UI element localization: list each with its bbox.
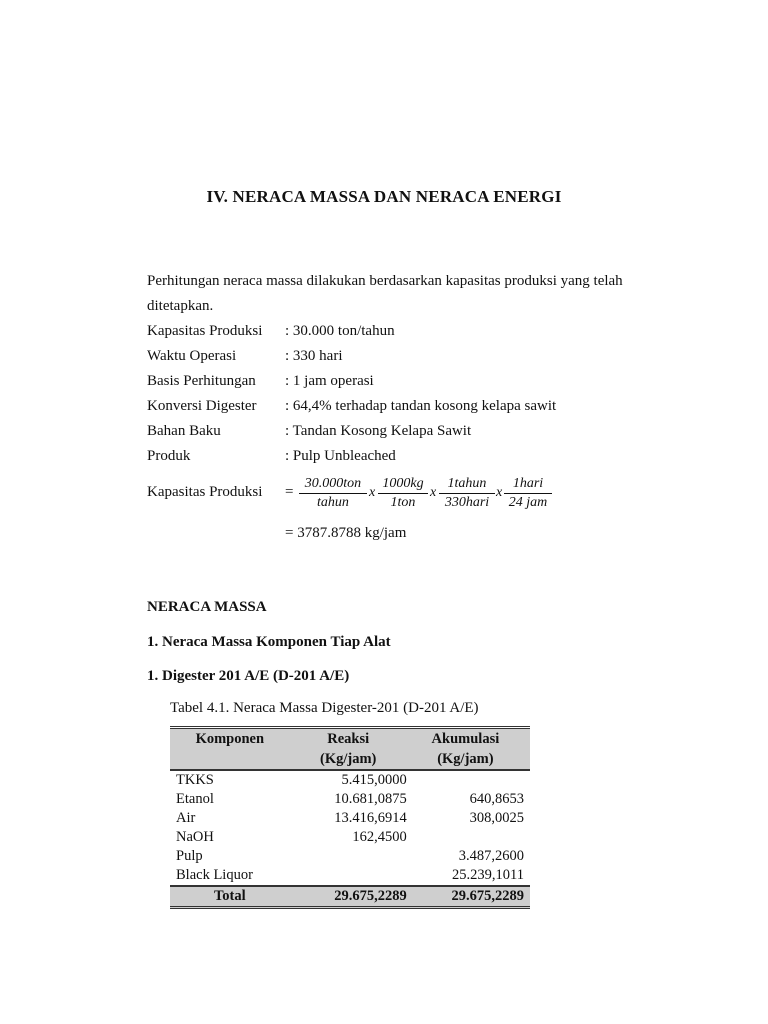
table-row	[170, 828, 530, 847]
cell-akumulasi	[407, 828, 530, 847]
cell-reaksi: 10.681,0875	[334, 791, 407, 807]
spec-label: Bahan Baku	[147, 423, 221, 439]
table-header-unit-row	[170, 749, 530, 770]
spec-value: : 64,4% terhadap tandan kosong kelapa sawit	[285, 398, 557, 414]
total-reaksi: 29.675,2289	[290, 886, 407, 908]
cell-akumulasi: 640,8653	[469, 791, 524, 807]
header-akumulasi-unit: (Kg/jam)	[407, 749, 530, 770]
table-row	[170, 847, 530, 866]
fraction-4	[504, 476, 552, 511]
times-operator: x	[430, 485, 437, 500]
subheading-components: 1. Neraca Massa Komponen Tiap Alat	[147, 634, 391, 650]
fraction-bar	[378, 493, 428, 494]
formula-equals: =	[285, 484, 294, 500]
fraction-numerator: 1tahun	[447, 476, 487, 491]
intro-text-line1: Perhitungan neraca massa dilakukan berdasarkan kapasitas produksi yang telah	[147, 273, 623, 289]
table-row	[170, 809, 530, 828]
fraction-bar	[504, 493, 552, 494]
table-row	[170, 770, 530, 790]
cell-reaksi: 13.416,6914	[334, 810, 407, 826]
table-total-row	[170, 886, 530, 908]
fraction-bar	[439, 493, 495, 494]
fraction-denominator: 1ton	[390, 495, 416, 510]
spec-label: Kapasitas Produksi	[147, 323, 263, 339]
cell-akumulasi: 3.487,2600	[458, 848, 524, 864]
intro-text-line2: ditetapkan.	[147, 298, 214, 314]
cell-komponen: NaOH	[176, 829, 214, 845]
cell-komponen: Pulp	[176, 848, 203, 864]
fraction-bar	[299, 493, 367, 494]
fraction-3	[439, 476, 495, 511]
table-header-row	[170, 728, 530, 750]
fraction-1	[299, 476, 367, 511]
spec-label: Basis Perhitungan	[147, 373, 256, 389]
fraction-denominator: 330hari	[444, 495, 490, 510]
header-reaksi: Reaksi	[290, 728, 407, 750]
subheading-digester: 1. Digester 201 A/E (D-201 A/E)	[147, 668, 350, 684]
total-akumulasi: 29.675,2289	[407, 886, 530, 908]
fraction-numerator: 30.000ton	[304, 476, 362, 491]
cell-akumulasi	[407, 770, 530, 790]
spec-value: : 1 jam operasi	[285, 373, 374, 389]
page-title: IV. NERACA MASSA DAN NERACA ENERGI	[206, 187, 562, 206]
spec-value: : Tandan Kosong Kelapa Sawit	[285, 423, 472, 439]
cell-reaksi: 162,4500	[352, 829, 407, 845]
cell-akumulasi: 25.239,1011	[452, 867, 524, 883]
cell-reaksi: 5.415,0000	[341, 772, 407, 788]
cell-komponen: Air	[176, 810, 196, 826]
header-reaksi-unit: (Kg/jam)	[290, 749, 407, 770]
fraction-numerator: 1000kg	[382, 476, 424, 491]
spec-value: : 30.000 ton/tahun	[285, 323, 395, 339]
spec-label: Konversi Digester	[147, 398, 257, 414]
formula-result: = 3787.8788 kg/jam	[285, 525, 407, 541]
header-akumulasi: Akumulasi	[407, 728, 530, 750]
times-operator: x	[369, 485, 376, 500]
spec-value: : Pulp Unbleached	[285, 448, 396, 464]
cell-komponen: Black Liquor	[176, 867, 253, 883]
table-caption: Tabel 4.1. Neraca Massa Digester-201 (D-201 A/E)	[170, 700, 479, 716]
table-row	[170, 866, 530, 886]
formula-label: Kapasitas Produksi	[147, 484, 263, 500]
table-row	[170, 790, 530, 809]
header-komponen: Komponen	[170, 728, 290, 750]
fraction-numerator: 1hari	[512, 476, 544, 491]
times-operator: x	[496, 485, 503, 500]
header-komponen-blank	[170, 749, 290, 770]
spec-value: : 330 hari	[285, 348, 343, 364]
fraction-denominator: tahun	[317, 495, 349, 510]
spec-label: Waktu Operasi	[147, 348, 237, 364]
fraction-denominator: 24 jam	[508, 495, 548, 510]
cell-akumulasi: 308,0025	[469, 810, 524, 826]
cell-reaksi	[290, 866, 407, 886]
mass-balance-table	[170, 726, 530, 909]
cell-komponen: Etanol	[176, 791, 214, 807]
cell-reaksi	[290, 847, 407, 866]
total-label: Total	[170, 886, 290, 908]
fraction-2	[378, 476, 428, 511]
section-heading: NERACA MASSA	[147, 599, 267, 615]
spec-label: Produk	[147, 448, 191, 464]
cell-komponen: TKKS	[176, 772, 214, 788]
